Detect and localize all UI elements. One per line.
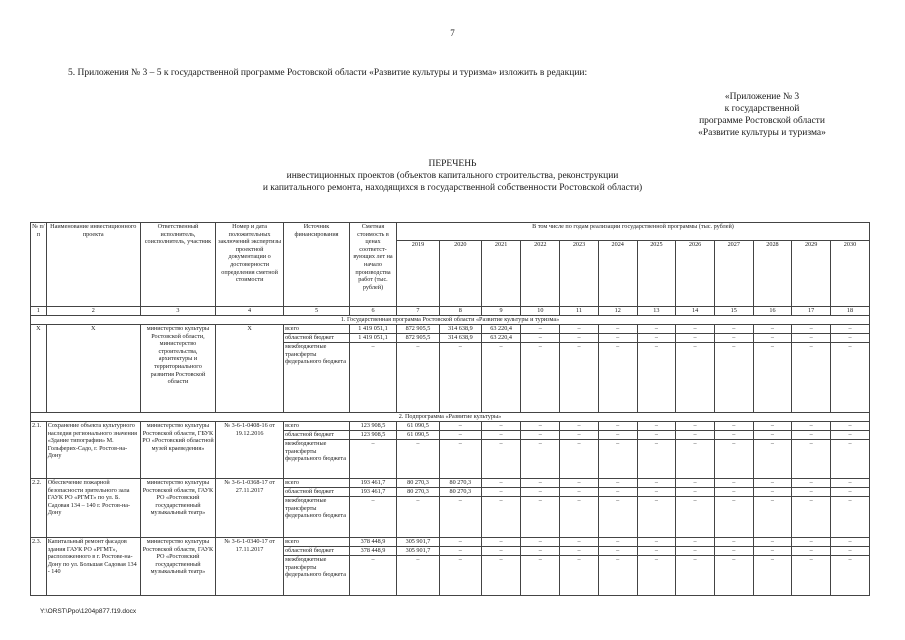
year-value: –: [753, 556, 792, 596]
header-year: 2020: [439, 241, 481, 307]
estimated-cost: 123 908,5: [349, 431, 396, 440]
year-value: –: [598, 479, 637, 488]
header-year: 2027: [714, 241, 753, 307]
estimated-cost: 193 461,7: [349, 479, 396, 488]
year-value: –: [714, 334, 753, 343]
year-value: –: [560, 556, 599, 596]
expertise: № 3-6-1-0340-17 от 17.11.2017: [216, 538, 284, 596]
year-value: –: [481, 547, 521, 556]
year-value: –: [637, 556, 676, 596]
section-title: 1. Государственная программа Ростовской области «Развитие культуры и туризма»: [31, 316, 870, 325]
estimated-cost: 378 448,9: [349, 547, 396, 556]
estimated-cost: 378 448,9: [349, 538, 396, 547]
year-value: –: [637, 325, 676, 334]
year-value: –: [560, 440, 599, 479]
year-value: –: [598, 538, 637, 547]
year-value: –: [521, 497, 560, 538]
estimated-cost: –: [349, 343, 396, 413]
year-value: –: [753, 325, 792, 334]
year-value: –: [830, 538, 869, 547]
year-value: –: [481, 479, 521, 488]
year-value: –: [481, 488, 521, 497]
year-value: –: [830, 488, 869, 497]
year-value: –: [481, 556, 521, 596]
year-value: –: [598, 334, 637, 343]
year-value: –: [637, 538, 676, 547]
appendix-line: программе Ростовской области: [699, 116, 825, 126]
section-title: 2. Подпрограмма «Развитие культуры»: [31, 413, 870, 422]
funding-source: всего: [284, 422, 350, 431]
year-value: –: [830, 497, 869, 538]
year-value: –: [714, 488, 753, 497]
year-value: –: [560, 325, 599, 334]
year-value: –: [753, 440, 792, 479]
year-value: –: [521, 422, 560, 431]
year-value: 305 901,7: [397, 547, 440, 556]
estimated-cost: 193 461,7: [349, 488, 396, 497]
project-name: Х: [46, 325, 140, 413]
year-value: –: [753, 538, 792, 547]
year-value: –: [792, 334, 831, 343]
year-value: 305 901,7: [397, 538, 440, 547]
expertise: Х: [216, 325, 284, 413]
year-value: –: [560, 422, 599, 431]
year-value: –: [676, 488, 715, 497]
column-number: 2: [46, 307, 140, 316]
funding-source: межбюджетные трансферты федерального бюджета: [284, 556, 350, 596]
year-value: –: [676, 325, 715, 334]
year-value: 61 090,5: [397, 431, 440, 440]
funding-source: межбюджетные трансферты федерального бюджета: [284, 440, 350, 479]
year-value: 80 270,3: [439, 488, 481, 497]
year-value: –: [676, 440, 715, 479]
year-value: –: [792, 538, 831, 547]
year-value: –: [560, 497, 599, 538]
year-value: –: [521, 440, 560, 479]
year-value: –: [521, 538, 560, 547]
header-num: № п/п: [31, 223, 47, 307]
expertise: № 3-6-1-0368-17 от 27.11.2017: [216, 479, 284, 538]
column-number: 14: [676, 307, 715, 316]
year-value: –: [676, 547, 715, 556]
year-value: –: [521, 479, 560, 488]
year-value: –: [481, 343, 521, 413]
executor: министерство культуры Ростовской области, ГАУК РО «Ростовский государственный музыкальный театр»: [140, 479, 215, 538]
header-year: 2030: [830, 241, 869, 307]
year-value: –: [714, 479, 753, 488]
header-cost: Сметная стоимость в ценах соответст-вующих лет на начало производства работ (тыс. рублей): [349, 223, 396, 307]
year-value: –: [753, 422, 792, 431]
year-value: –: [439, 538, 481, 547]
estimated-cost: 1 419 051,1: [349, 334, 396, 343]
year-value: –: [521, 488, 560, 497]
year-value: 872 905,5: [397, 325, 440, 334]
year-value: –: [560, 488, 599, 497]
header-year: 2026: [676, 241, 715, 307]
year-value: –: [676, 422, 715, 431]
year-value: –: [637, 547, 676, 556]
column-number: 3: [140, 307, 215, 316]
column-number: 8: [439, 307, 481, 316]
year-value: –: [676, 479, 715, 488]
year-value: –: [439, 547, 481, 556]
funding-source: межбюджетные трансферты федерального бюджета: [284, 497, 350, 538]
funding-source: всего: [284, 325, 350, 334]
header-year: 2021: [481, 241, 521, 307]
year-value: –: [598, 325, 637, 334]
column-number: 10: [521, 307, 560, 316]
funding-source: областной бюджет: [284, 488, 350, 497]
year-value: –: [560, 343, 599, 413]
column-number: 1: [31, 307, 47, 316]
year-value: –: [676, 556, 715, 596]
table-row: [31, 538, 870, 547]
column-number: 18: [830, 307, 869, 316]
year-value: –: [792, 440, 831, 479]
year-value: 80 270,3: [439, 479, 481, 488]
year-value: –: [753, 334, 792, 343]
header-source: Источник финансирования: [284, 223, 350, 307]
year-value: 63 220,4: [481, 334, 521, 343]
year-value: –: [830, 325, 869, 334]
year-value: –: [560, 431, 599, 440]
year-value: –: [439, 556, 481, 596]
year-value: –: [792, 325, 831, 334]
column-number: 5: [284, 307, 350, 316]
funding-source: областной бюджет: [284, 547, 350, 556]
year-value: –: [481, 440, 521, 479]
estimated-cost: –: [349, 556, 396, 596]
funding-source: областной бюджет: [284, 431, 350, 440]
row-number: Х: [31, 325, 47, 413]
year-value: –: [521, 334, 560, 343]
year-value: –: [714, 431, 753, 440]
year-value: –: [714, 422, 753, 431]
year-value: –: [792, 343, 831, 413]
intro-paragraph: 5. Приложения № 3 – 5 к государственной программе Ростовской области «Развитие культуры и туризма» изложить в редакции:: [68, 68, 588, 78]
project-name: Капитальный ремонт фасадов здания ГАУК РО «РГМТ», расположенного в г. Ростове-на-Дону по ул. Большая Садовая 134 - 140: [46, 538, 140, 596]
year-value: –: [439, 440, 481, 479]
column-number: 9: [481, 307, 521, 316]
year-value: –: [714, 440, 753, 479]
year-value: –: [753, 488, 792, 497]
year-value: –: [676, 431, 715, 440]
year-value: –: [439, 422, 481, 431]
year-value: 63 220,4: [481, 325, 521, 334]
year-value: –: [753, 497, 792, 538]
header-executor: Ответственный исполнитель, соисполнитель, участник: [140, 223, 215, 307]
year-value: –: [637, 334, 676, 343]
executor: министерство культуры Ростовской области, ГБУК РО «Ростовский областной музей краеведения»: [140, 422, 215, 479]
year-value: –: [481, 538, 521, 547]
year-value: –: [637, 488, 676, 497]
column-number: 11: [560, 307, 599, 316]
year-value: –: [753, 431, 792, 440]
year-value: 80 270,3: [397, 479, 440, 488]
year-value: –: [676, 538, 715, 547]
funding-source: всего: [284, 479, 350, 488]
column-number: 17: [792, 307, 831, 316]
year-value: –: [792, 556, 831, 596]
column-number: 16: [753, 307, 792, 316]
year-value: –: [792, 547, 831, 556]
table-row: [31, 422, 870, 431]
year-value: –: [714, 538, 753, 547]
year-value: –: [830, 556, 869, 596]
year-value: –: [753, 343, 792, 413]
year-value: –: [397, 440, 440, 479]
year-value: –: [598, 497, 637, 538]
year-value: –: [481, 431, 521, 440]
header-year: 2028: [753, 241, 792, 307]
year-value: –: [830, 343, 869, 413]
appendix-header: [677, 91, 847, 139]
year-value: –: [753, 479, 792, 488]
year-value: –: [560, 547, 599, 556]
year-value: –: [792, 431, 831, 440]
title-line: и капитального ремонта, находящихся в государственной собственности Ростовской области): [262, 183, 643, 193]
year-value: –: [792, 488, 831, 497]
header-year: 2025: [637, 241, 676, 307]
row-number: 2.2.: [31, 479, 47, 538]
column-number: 15: [714, 307, 753, 316]
year-value: –: [560, 479, 599, 488]
column-number: 12: [598, 307, 637, 316]
appendix-line: «Развитие культуры и туризма»: [698, 128, 826, 138]
year-value: 314 638,9: [439, 334, 481, 343]
year-value: –: [637, 497, 676, 538]
column-number: 6: [349, 307, 396, 316]
year-value: –: [676, 343, 715, 413]
header-year: 2023: [560, 241, 599, 307]
expertise: № 3-6-1-0408-16 от 19.12.2016: [216, 422, 284, 479]
file-path-footer: Y:\ORST\Ppo\1204p877.f19.docx: [40, 608, 137, 615]
year-value: –: [637, 431, 676, 440]
year-value: 61 090,5: [397, 422, 440, 431]
year-value: –: [521, 343, 560, 413]
year-value: –: [481, 497, 521, 538]
year-value: –: [598, 431, 637, 440]
year-value: –: [397, 343, 440, 413]
column-number: 13: [637, 307, 676, 316]
year-value: 80 270,3: [397, 488, 440, 497]
year-value: –: [714, 325, 753, 334]
header-name: Наименование инвестиционного проекта: [46, 223, 140, 307]
year-value: –: [521, 431, 560, 440]
funding-source: межбюджетные трансферты федерального бюджета: [284, 343, 350, 413]
year-value: –: [830, 547, 869, 556]
year-value: –: [439, 497, 481, 538]
title-line: инвестиционных проектов (объектов капитального строительства, реконструкции: [286, 171, 619, 181]
year-value: –: [792, 479, 831, 488]
row-number: 2.3.: [31, 538, 47, 596]
year-value: –: [714, 556, 753, 596]
year-value: –: [676, 497, 715, 538]
year-value: –: [714, 343, 753, 413]
document-title: [0, 158, 905, 194]
year-value: –: [792, 422, 831, 431]
executor: министерство культуры Ростовской области, ГАУК РО «Ростовский государственный музыкальный театр»: [140, 538, 215, 596]
header-year: 2024: [598, 241, 637, 307]
header-year: 2029: [792, 241, 831, 307]
year-value: –: [439, 343, 481, 413]
year-value: –: [830, 431, 869, 440]
appendix-line: «Приложение № 3: [724, 92, 800, 102]
header-years-group: В том числе по годам реализации государственной программы (тыс. рублей): [397, 223, 870, 241]
table-row: [31, 479, 870, 488]
funding-source: всего: [284, 538, 350, 547]
investment-table: [30, 222, 870, 596]
year-value: –: [397, 556, 440, 596]
year-value: –: [714, 497, 753, 538]
year-value: –: [830, 334, 869, 343]
year-value: –: [521, 547, 560, 556]
year-value: –: [637, 343, 676, 413]
column-number: 4: [216, 307, 284, 316]
year-value: 314 638,9: [439, 325, 481, 334]
year-value: –: [598, 343, 637, 413]
year-value: –: [598, 422, 637, 431]
year-value: –: [637, 479, 676, 488]
table-row: [31, 325, 870, 334]
year-value: –: [637, 440, 676, 479]
year-value: –: [676, 334, 715, 343]
funding-source: областной бюджет: [284, 334, 350, 343]
year-value: –: [439, 431, 481, 440]
project-name: Обеспечение пожарной безопасности зрительного зала ГАУК РО «РГМТ» по ул. Б. Садовая 134 – 140 г. Ростов-на-Дону: [46, 479, 140, 538]
year-value: –: [830, 440, 869, 479]
year-value: –: [792, 497, 831, 538]
year-value: –: [830, 479, 869, 488]
year-value: –: [560, 334, 599, 343]
year-value: –: [598, 488, 637, 497]
year-value: –: [521, 325, 560, 334]
year-value: –: [521, 556, 560, 596]
page-number: 7: [450, 28, 455, 38]
appendix-line: к государственной: [724, 104, 800, 114]
year-value: –: [714, 547, 753, 556]
year-value: –: [830, 422, 869, 431]
row-number: 2.1.: [31, 422, 47, 479]
estimated-cost: 123 908,5: [349, 422, 396, 431]
year-value: 872 905,5: [397, 334, 440, 343]
header-year: 2022: [521, 241, 560, 307]
year-value: –: [481, 422, 521, 431]
estimated-cost: –: [349, 497, 396, 538]
year-value: –: [598, 556, 637, 596]
estimated-cost: –: [349, 440, 396, 479]
header-expertise: Номер и дата положительных заключений экспертизы проектной документации о достоверности определения сметной стоимости: [216, 223, 284, 307]
column-number: 7: [397, 307, 440, 316]
year-value: –: [637, 422, 676, 431]
year-value: –: [397, 497, 440, 538]
year-value: –: [598, 440, 637, 479]
year-value: –: [753, 547, 792, 556]
title-line: ПЕРЕЧЕНЬ: [428, 159, 477, 169]
header-year: 2019: [397, 241, 440, 307]
year-value: –: [560, 538, 599, 547]
year-value: –: [598, 547, 637, 556]
executor: министерство культуры Ростовской области, министерство строительства, архитектуры и территориального развития Ростовской области: [140, 325, 215, 413]
estimated-cost: 1 419 051,1: [349, 325, 396, 334]
project-name: Сохранение объекта культурного наследия регионального значения «Здание типографии» М. Гольферих-Садо, г. Ростов-на-Дону: [46, 422, 140, 479]
